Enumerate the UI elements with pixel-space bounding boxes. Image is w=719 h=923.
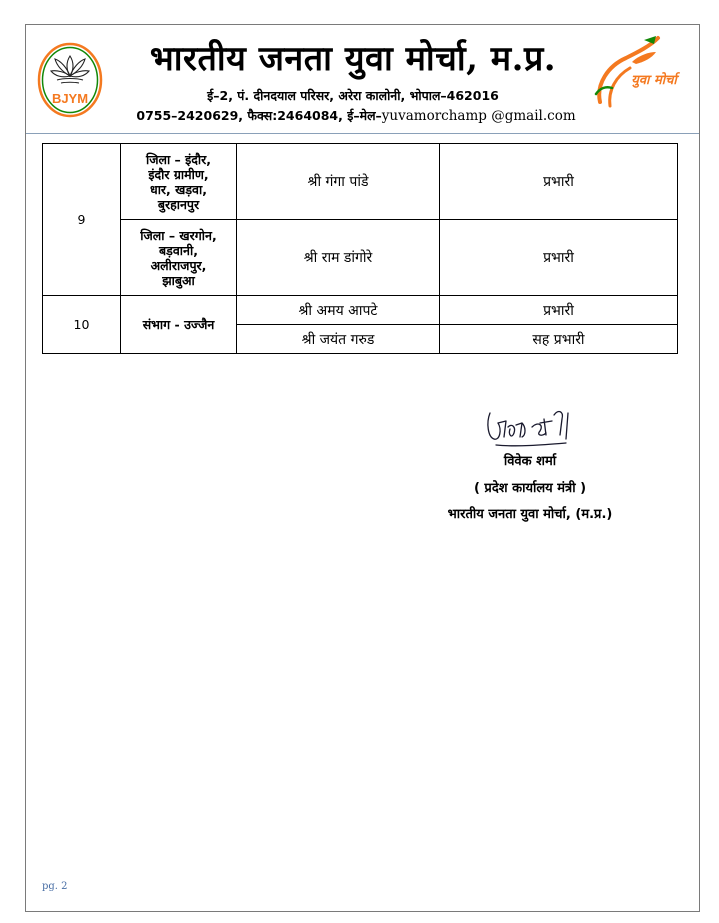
region-line: झाबुआ (162, 272, 195, 288)
yuva-morcha-logo-icon (586, 32, 686, 124)
organization-title: भारतीय जनता युवा मोर्चा, म.प्र. (149, 39, 557, 79)
logo-right-text: युवा मोर्चा (631, 73, 677, 88)
table-row (43, 220, 678, 296)
signatory-organization: भारतीय जनता युवा मोर्चा, (म.प्र.) (447, 507, 613, 522)
region-line: इंदौर ग्रामीण, (148, 166, 209, 182)
bjym-logo-icon (37, 42, 103, 118)
region-line: अलीराजपुर, (150, 257, 207, 273)
incharge-name: श्री जयंत गरुड (237, 325, 440, 354)
incharge-role: सह प्रभारी (440, 325, 678, 354)
signatory-name: विवेक शर्मा (503, 454, 557, 469)
incharge-name: श्री गंगा पांडे (237, 144, 440, 220)
incharge-name: श्री राम डांगोरे (237, 220, 440, 296)
header-divider (26, 133, 699, 134)
contact-phone-fax: 0755–2420629, फैक्स:2464084, ई–मेल– (136, 108, 382, 123)
assignment-table (42, 143, 678, 354)
incharge-role: प्रभारी (440, 144, 678, 220)
serial-number: 10 (43, 296, 121, 354)
region-line: बड़वानी, (159, 242, 198, 258)
signature-icon (482, 405, 574, 453)
contact-email: yuvamorchamp @gmail.com (381, 108, 576, 124)
incharge-role: प्रभारी (440, 296, 678, 325)
incharge-role: प्रभारी (440, 220, 678, 296)
logo-left-text: BJYM (51, 91, 89, 106)
incharge-name: श्री अमय आपटे (237, 296, 440, 325)
region-line: जिला – इंदौर, (145, 151, 212, 167)
page-number: pg. 2 (42, 881, 68, 892)
table-row (43, 144, 678, 220)
signatory-title: ( प्रदेश कार्यालय मंत्री ) (473, 481, 587, 496)
region-line: धार, खड़वा, (150, 181, 207, 197)
organization-contact (100, 108, 612, 124)
organization-address: ई–2, पं. दीनदयाल परिसर, अरेरा कालोनी, भोपाल–462016 (207, 88, 499, 103)
region-line: बुरहानपुर (157, 196, 200, 212)
region-line: जिला – खरगोन, (140, 227, 217, 243)
region-cell (121, 144, 237, 220)
table-row (43, 296, 678, 325)
serial-number: 9 (43, 144, 121, 296)
region-cell: संभाग - उज्जैन (121, 296, 237, 354)
region-cell (121, 220, 237, 296)
